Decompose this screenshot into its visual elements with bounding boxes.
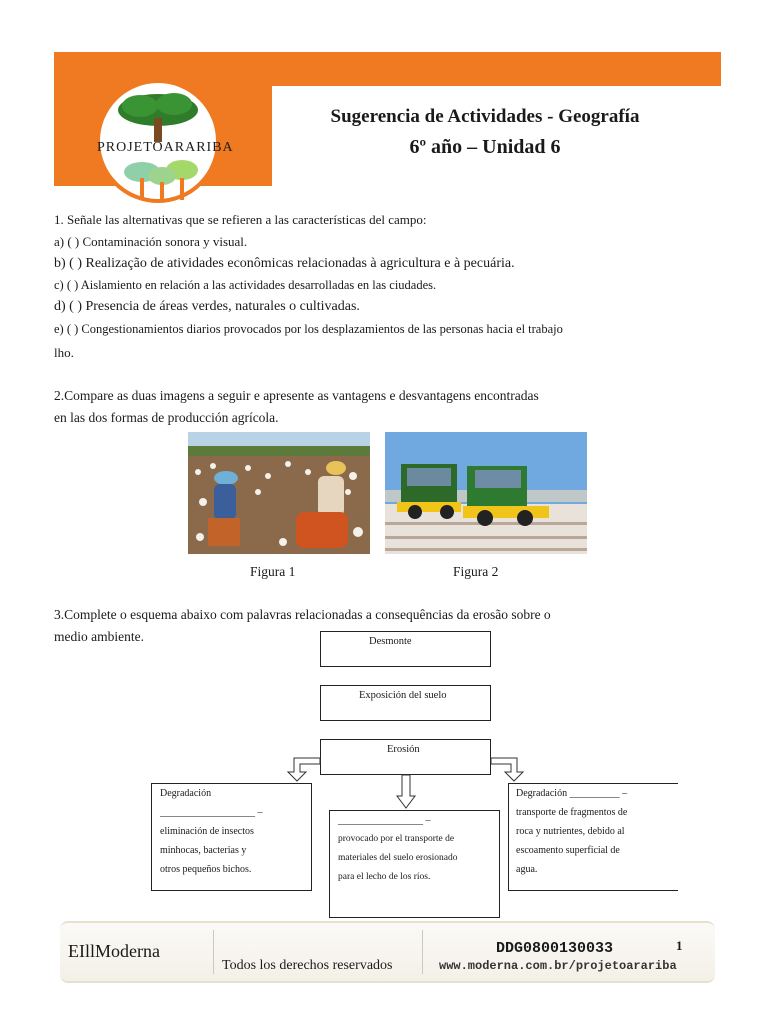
- q3-prompt-line1: 3.Complete o esquema abaixo com palavras relacionadas a consequências da erosão sobre o: [54, 607, 551, 622]
- right-box-line5: agua.: [516, 864, 538, 875]
- footer-brand: EIllModerna: [68, 941, 160, 961]
- footer-divider-1: [213, 930, 214, 974]
- right-box-line3: roca y nutrientes, debido al: [516, 826, 625, 837]
- figure2-caption: Figura 2: [453, 564, 499, 579]
- q2-prompt-line2: en las dos formas de producción agrícola.: [54, 410, 279, 425]
- q1-continuation: lho.: [54, 345, 74, 360]
- page-subtitle: 6º año – Unidad 6: [409, 136, 561, 158]
- box-desmonte-label: Desmonte: [369, 636, 412, 647]
- q3-prompt-line2: medio ambiente.: [54, 629, 144, 644]
- figure1-caption: Figura 1: [250, 564, 296, 579]
- left-box-line5: otros pequeños bichos.: [160, 864, 252, 875]
- q1-prompt: 1. Señale las alternativas que se refieren a las características del campo:: [54, 212, 427, 227]
- box-exposicion-label: Exposición del suelo: [359, 690, 447, 701]
- logo-text: PROJETOARARIBA: [97, 140, 234, 155]
- q1-option-a: a) ( ) Contaminación sonora y visual.: [54, 234, 248, 249]
- box-desmonte: [320, 631, 491, 667]
- footer-code: DDG0800130033: [496, 940, 614, 957]
- q1-option-d: d) ( ) Presencia de áreas verdes, naturales o cultivadas.: [54, 299, 360, 314]
- q1-option-e: e) ( ) Congestionamientos diarios provocados por los desplazamientos de las personas hacia el trabajo: [54, 322, 563, 336]
- footer-divider-2: [422, 930, 423, 974]
- diagram-arrows: [280, 750, 540, 812]
- right-box-line1: Degradación __________ –: [516, 788, 628, 799]
- right-box-line2: transporte de fragmentos de: [516, 807, 628, 818]
- footer-url: www.moderna.com.br/projetoarariba: [439, 959, 677, 973]
- center-box-line4: para el lecho de los ríos.: [338, 872, 431, 882]
- center-box-line3: materiales del suelo erosionado: [338, 853, 458, 863]
- right-box-line4: escoamento superficial de: [516, 845, 620, 856]
- q1-option-c: c) ( ) Aislamiento en relación a las actividades desarrolladas en las ciudades.: [54, 278, 437, 292]
- left-box-line3: eliminación de insectos: [160, 826, 254, 837]
- page-title: Sugerencia de Actividades - Geografía: [330, 106, 640, 127]
- box-erosion-label: Erosión: [387, 744, 420, 755]
- page-number: 1: [676, 938, 683, 953]
- figure1-image: [188, 432, 370, 554]
- box-exposicion: [320, 685, 491, 721]
- q1-option-b: b) ( ) Realização de atividades econômicas relacionadas à agricultura e à pecuária.: [54, 256, 515, 271]
- q2-prompt-line1: 2.Compare as duas imagens a seguir e apresente as vantagens e desvantagens encontradas: [54, 388, 539, 403]
- left-box-line1: Degradación: [160, 788, 212, 799]
- left-box-line4: minhocas, bacterias y: [160, 845, 247, 856]
- center-box-line2: provocado por el transporte de: [338, 834, 455, 844]
- center-box-line1: _________________ –: [338, 815, 431, 826]
- left-box-line2: ___________________ –: [160, 807, 263, 818]
- footer-rights: Todos los derechos reservados: [222, 958, 393, 973]
- figure2-image: [385, 432, 587, 554]
